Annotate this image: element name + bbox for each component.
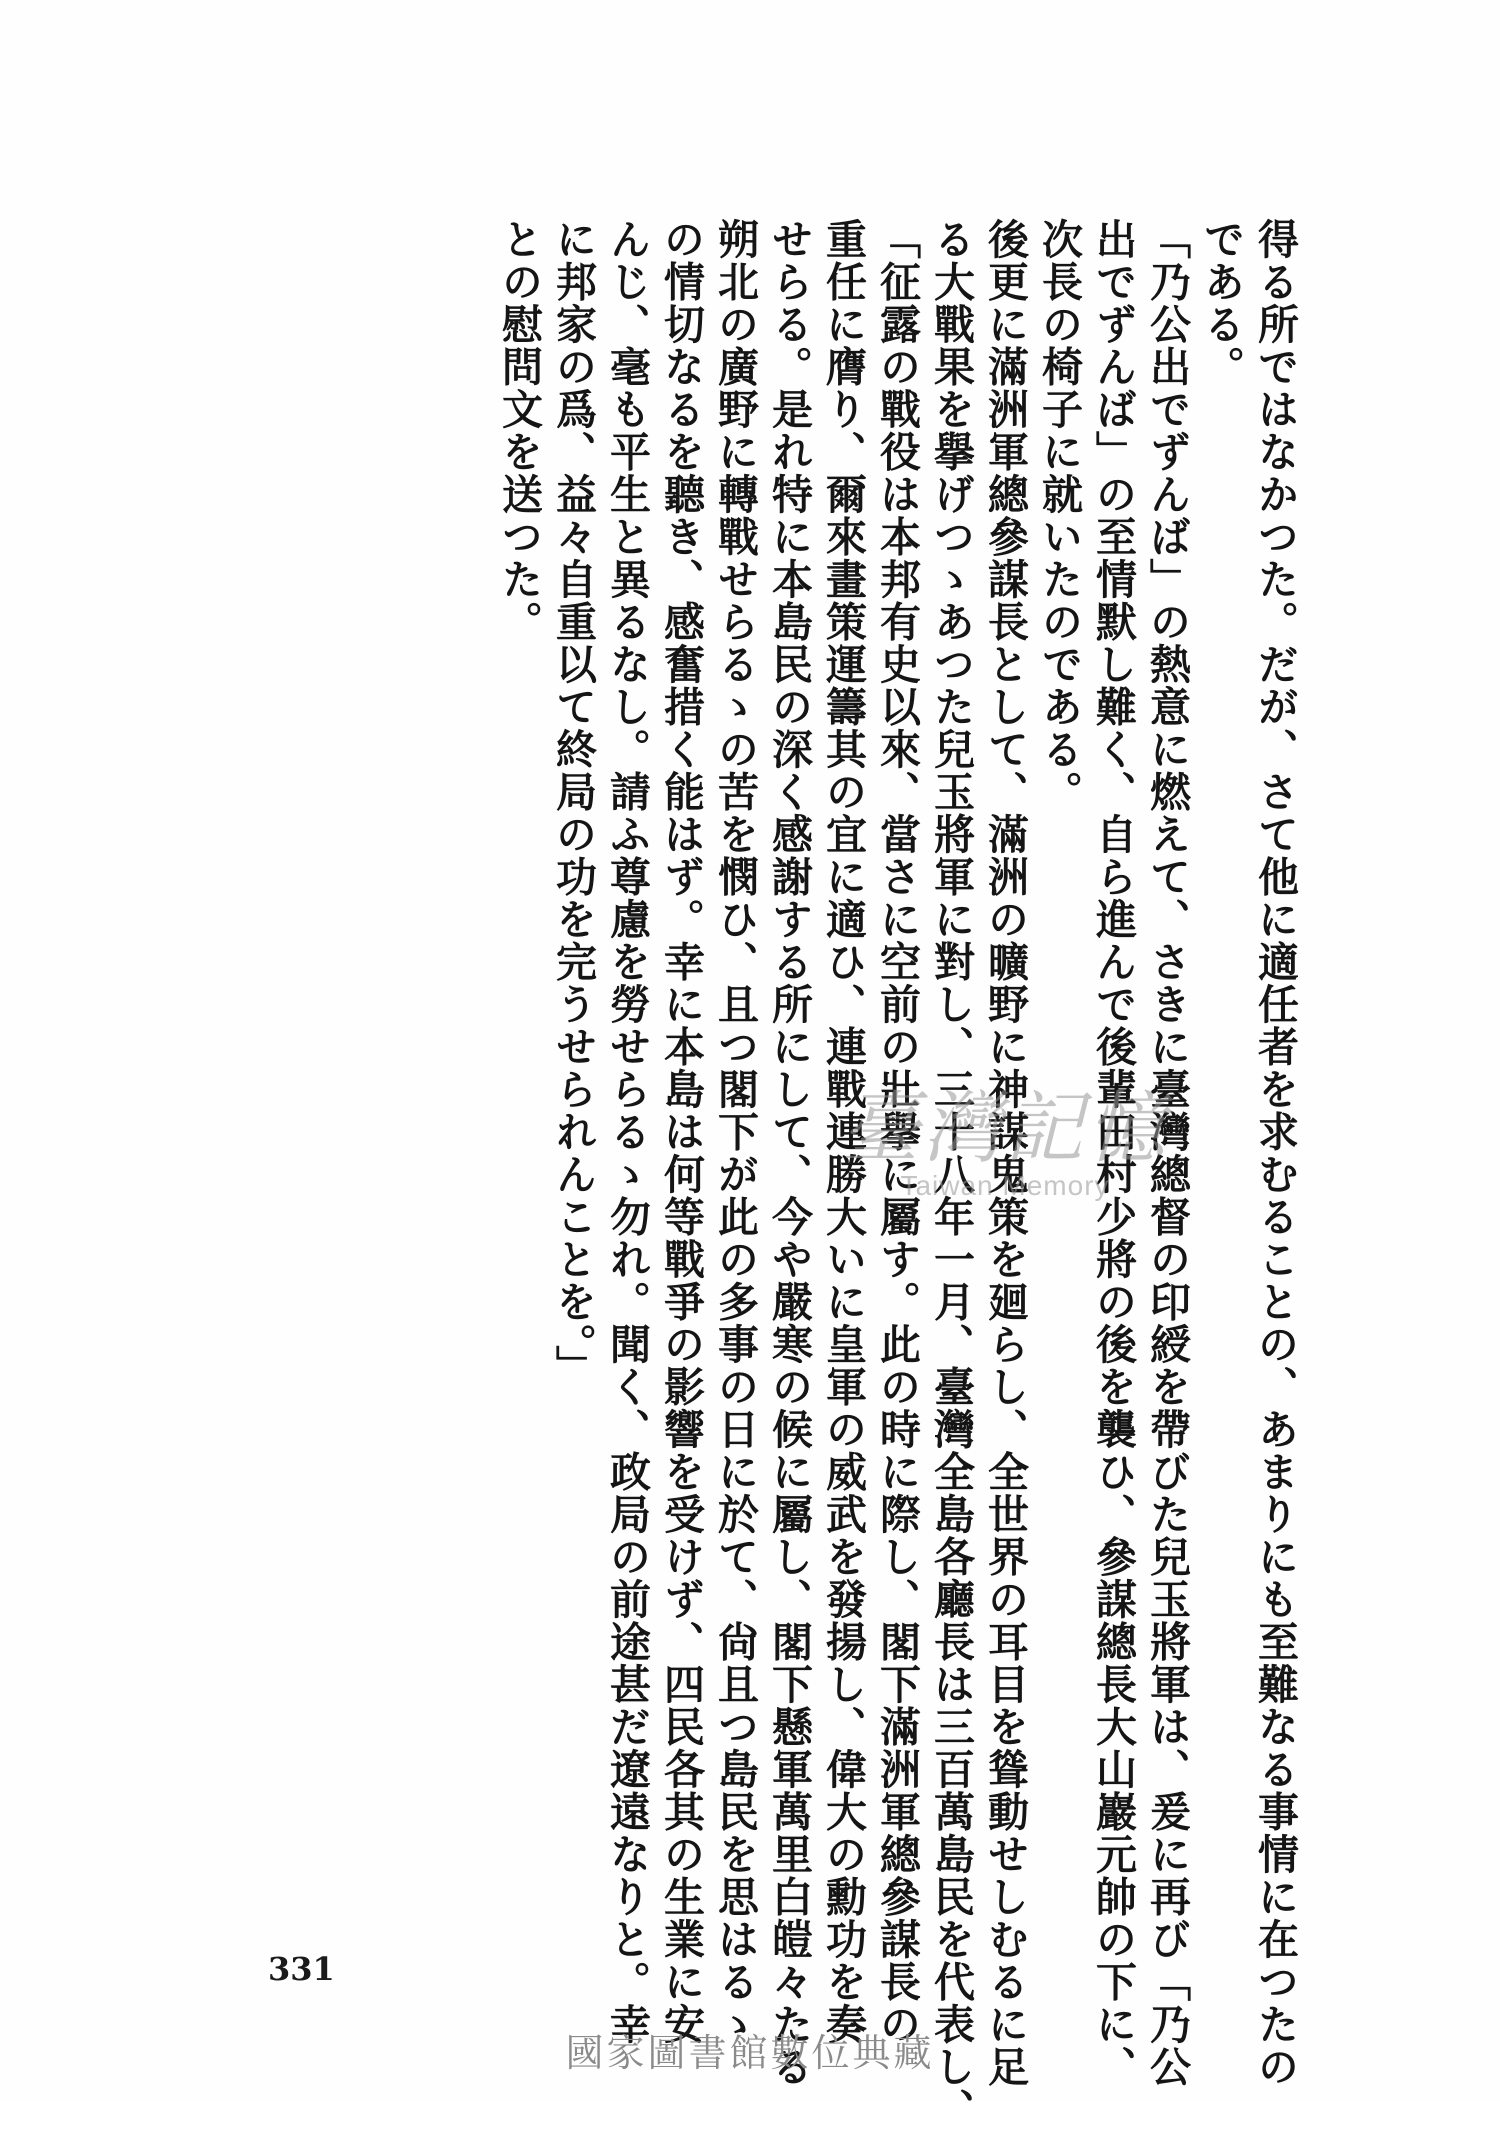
- page-number: 331: [268, 1950, 335, 1988]
- text-line: 得る所ではなかつた。だが、さて他に適任者を求むることの、あまりにも至難なる事情に在つたの: [1251, 218, 1299, 2088]
- text-line: 「征露の戰役は本邦有史以來、當さに空前の壯擧に屬す。此の時に際し、閣下滿洲軍總參謀長の: [873, 218, 921, 2046]
- text-line: との慰問文を送つた。: [495, 218, 543, 643]
- footer-credit: 國家圖書館數位典藏: [565, 2031, 935, 2075]
- text-line: 次長の椅子に就いたのである。: [1035, 218, 1083, 813]
- watermark-sub-text: Taiwan Memory: [900, 1170, 1110, 1201]
- text-line: せらる。是れ特に本島民の深く感謝する所にして、今や嚴寒の候に屬し、閣下懸軍萬里白皚々たる: [765, 218, 813, 2088]
- text-line: 出でずんば」の至情默し難く、自ら進んで後輩田村少將の後を襲ひ、參謀總長大山巖元帥の下に、: [1089, 218, 1137, 2088]
- text-line: る大戰果を擧げつゝあつた兒玉將軍に對し、三十八年一月、臺灣全島各廳長は三百萬島民を代表し、: [927, 218, 975, 2131]
- text-line: 重任に膺り、爾來畫策運籌其の宜に適ひ、連戰連勝大いに皇軍の威武を發揚し、偉大の勳功を奏: [819, 218, 867, 2046]
- text-line: 「乃公出でずんば」の熱意に燃えて、さきに臺灣總督の印綬を帶びた兒玉將軍は、爰に再び「乃公: [1143, 218, 1191, 2088]
- text-line: の情切なるを聽き、感奮措く能はず。幸に本島は何等戰爭の影響を受けず、四民各其の生業に安: [657, 218, 705, 2046]
- text-line: んじ、毫も平生と異るなし。請ふ尊慮を勞せらるゝ勿れ。聞く、政局の前途甚だ遼遠なりと。幸: [603, 218, 651, 2046]
- text-line: 後更に滿洲軍總參謀長として、滿洲の曠野に神謀鬼策を廻らし、全世界の耳目を聳動せしむるに足: [981, 218, 1029, 2088]
- text-line: である。: [1197, 218, 1245, 388]
- watermark-main-text: 臺灣記憶: [840, 1084, 1169, 1174]
- text-line: に邦家の爲、益々自重以て終局の功を完うせられんことを。」: [549, 218, 597, 1388]
- text-line: 朔北の廣野に轉戰せらるゝの苦を憫ひ、且つ閣下が此の多事の日に於て、尙且つ島民を思はるゝ: [711, 218, 759, 2046]
